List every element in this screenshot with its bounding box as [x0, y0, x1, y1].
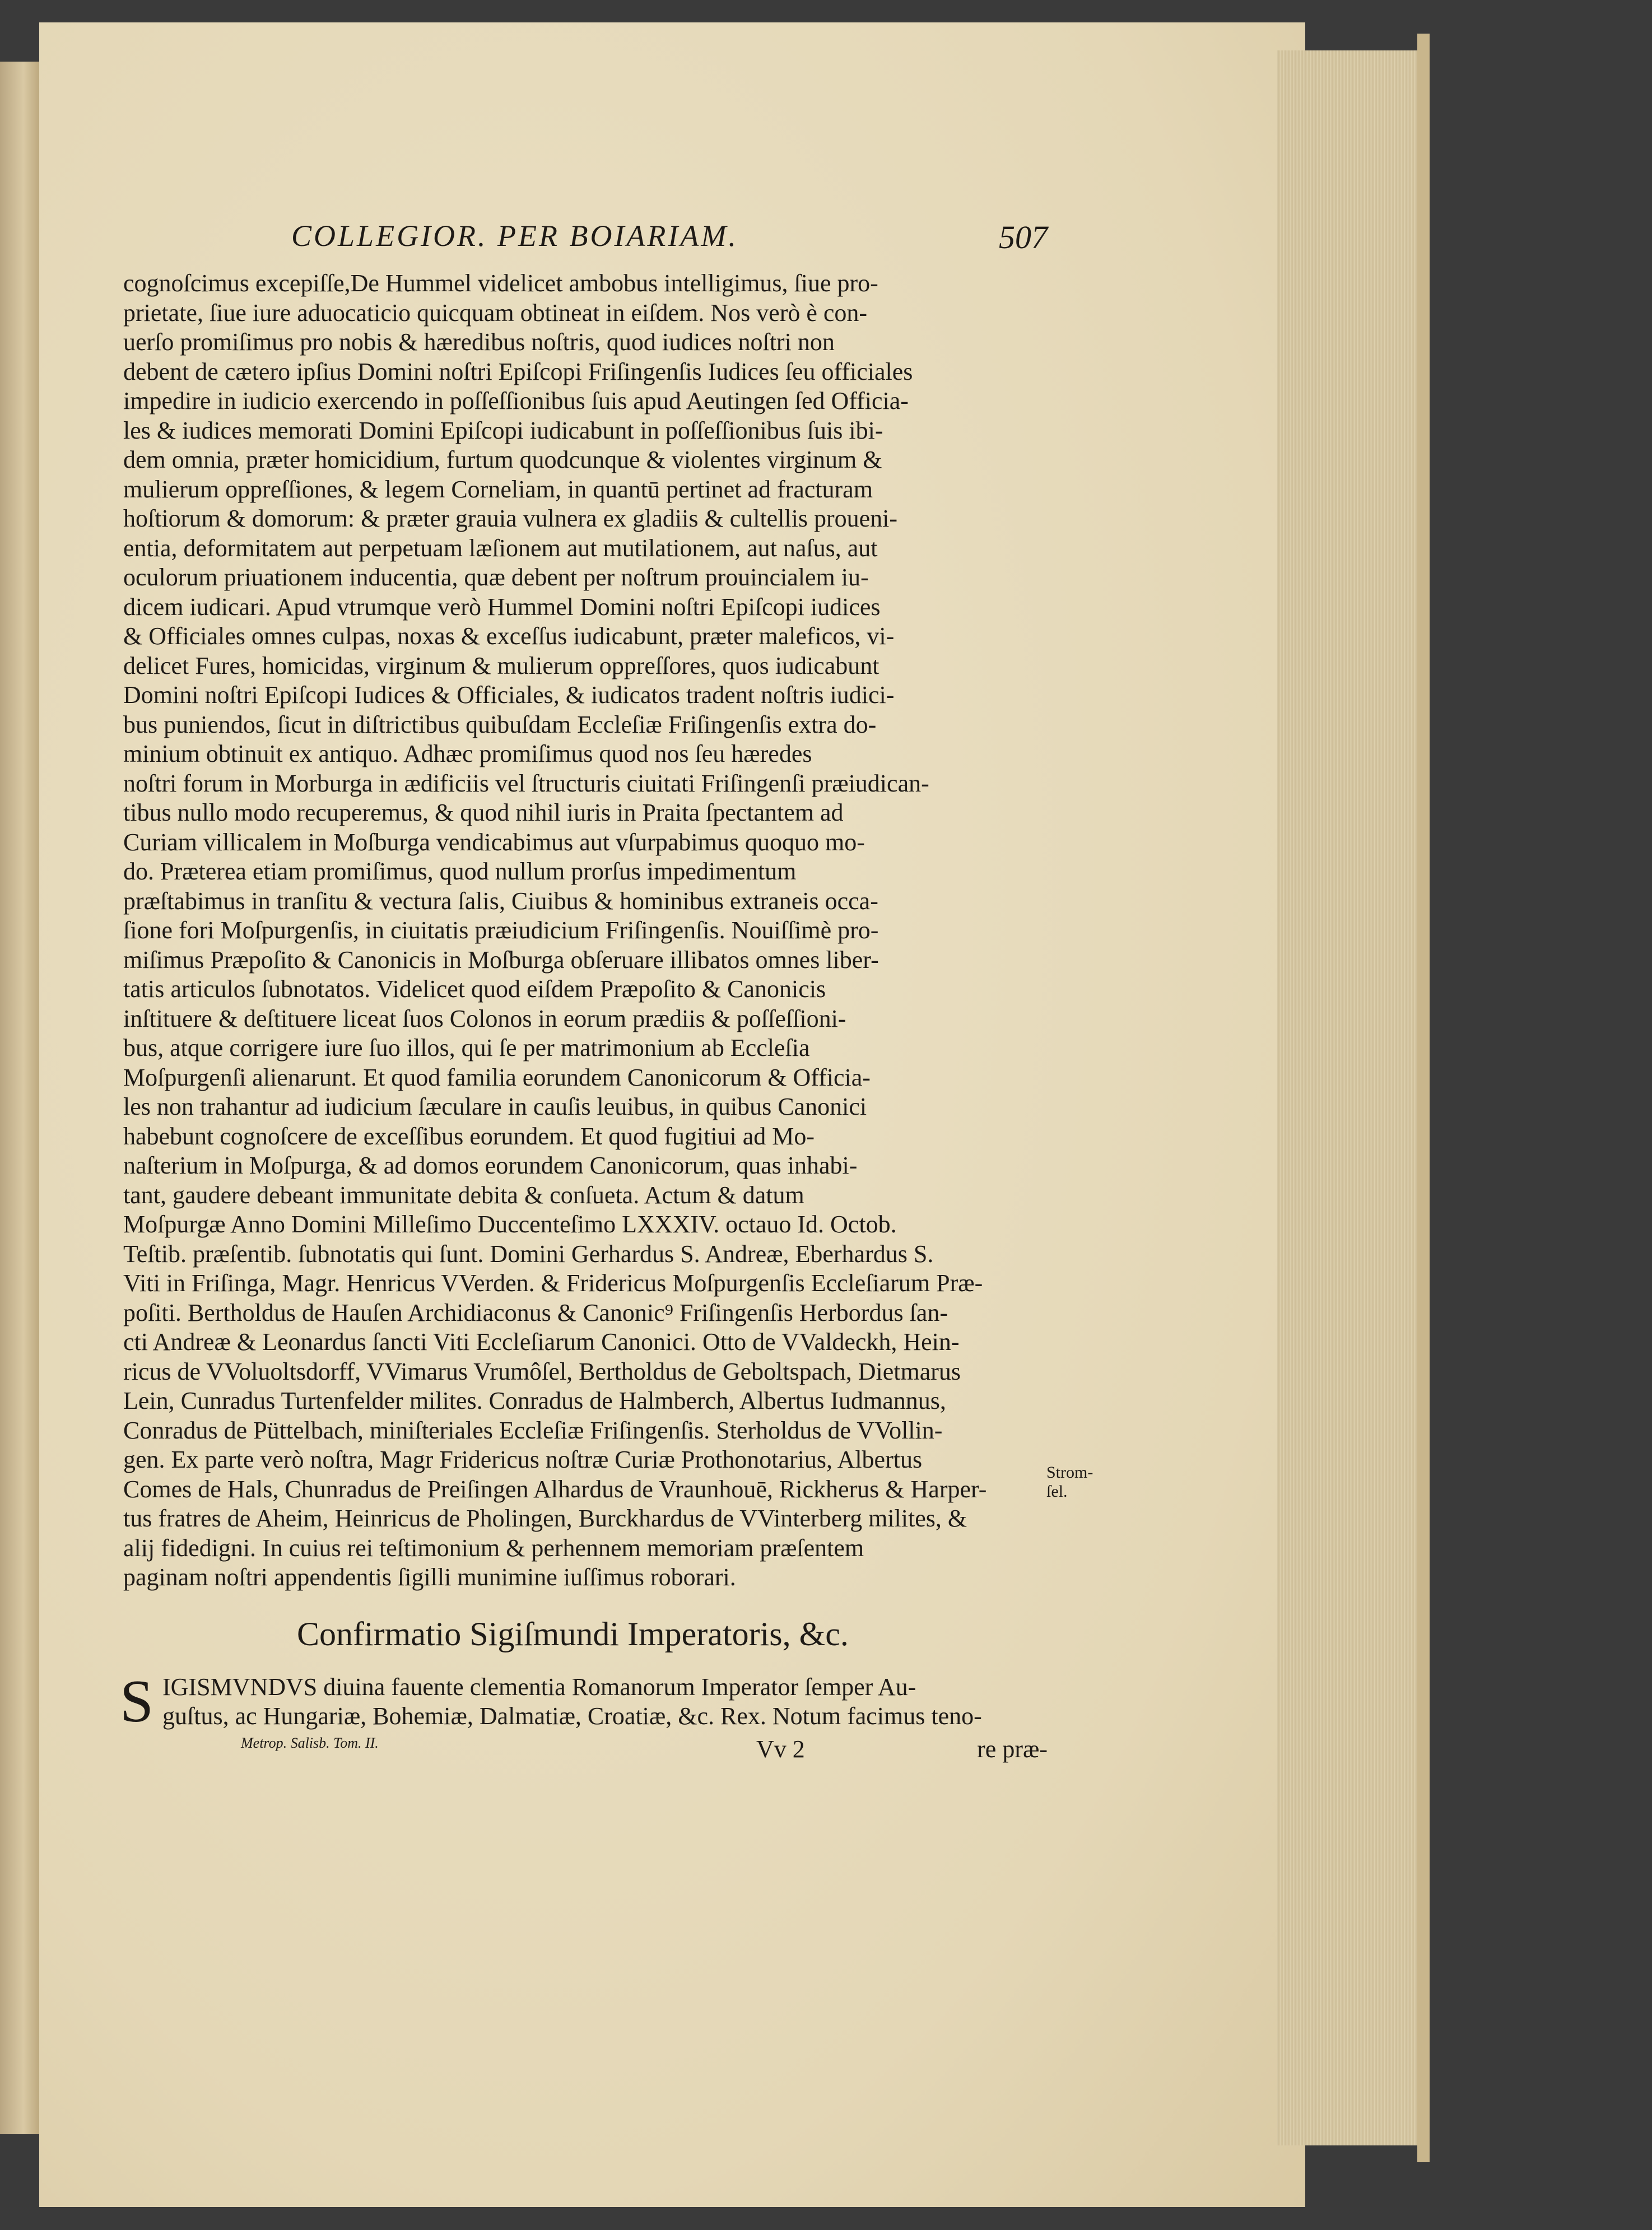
body-line: poſiti. Bertholdus de Hauſen Archidiaconus & Canonic⁹ Friſingenſis Herbordus ſan-	[123, 1298, 948, 1326]
facing-page-edge	[0, 62, 39, 2134]
body-line: prietate, ſiue iure aduocaticio quicquam obtineat in eiſdem. Nos verò è con-	[123, 299, 868, 327]
body-line: ſione fori Moſpurgenſis, in ciuitatis præiudicium Friſingenſis. Nouiſſimè pro-	[123, 916, 879, 944]
body-line: præſtabimus in tranſitu & vectura ſalis, Ciuibus & hominibus extraneis occa-	[123, 887, 878, 915]
body-line: mulierum oppreſſiones, & legem Corneliam, in quantū pertinet ad fracturam	[123, 475, 873, 503]
body-line: impedire in iudicio exercendo in poſſeſſionibus ſuis apud Aeutingen ſed Officia-	[123, 387, 909, 415]
page-fore-edge	[1277, 50, 1420, 2145]
page-text-block	[120, 218, 1048, 1768]
body-line: dem omnia, præter homicidium, furtum quodcunque & violentes virginum &	[123, 446, 882, 473]
body-line: Lein, Cunradus Turtenfelder milites. Conradus de Halmberch, Albertus Iudmannus,	[123, 1387, 946, 1414]
body-line: hoſtiorum & domorum: & præter grauia vulnera ex gladiis & cultellis proueni-	[123, 505, 898, 532]
body-line: dicem iudicari. Apud vtrumque verò Hummel Domini noſtri Epiſcopi iudices	[123, 593, 881, 621]
body-line: Teſtib. præſentib. ſubnotatis qui ſunt. Domini Gerhardus S. Andreæ, Eberhardus S.	[123, 1240, 934, 1268]
body-line: miſimus Præpoſito & Canonicis in Moſburga obſeruare illibatos omnes liber-	[123, 946, 879, 974]
book-cover-edge	[1417, 34, 1430, 2162]
body-line: minium obtinuit ex antiquo. Adhæc promiſimus quod nos ſeu hæredes	[123, 740, 812, 767]
body-line: debent de cætero ipſius Domini noſtri Epiſcopi Friſingenſis Iudices ſeu officiales	[123, 357, 913, 385]
body-text	[123, 269, 1048, 1593]
body-line: bus puniendos, ſicut in diſtrictibus quibuſdam Eccleſiæ Friſingenſis extra do-	[123, 710, 877, 738]
body-line: entia, deformitatem aut perpetuam læſionem aut mutilationem, aut naſus, aut	[123, 534, 878, 562]
catchword: re præ-	[977, 1735, 1048, 1763]
opening-line: IGISMVNDVS diuina fauente clementia Romanorum Imperator ſemper Au-	[162, 1673, 916, 1701]
body-line: noſtri forum in Morburga in ædificiis vel ſtructuris ciuitati Friſingenſi præiudican-	[123, 769, 929, 797]
marginal-note-line: ſel.	[1046, 1482, 1068, 1501]
body-line: Curiam villicalem in Moſburga vendicabimus aut vſurpabimus quoquo mo-	[123, 828, 865, 856]
body-line: gen. Ex parte verò noſtra, Magr Fridericus noſtræ Curiæ Prothonotarius, Albertus	[123, 1446, 923, 1473]
body-line: Moſpurgenſi alienarunt. Et quod familia eorundem Canonicorum & Officia-	[123, 1063, 871, 1091]
body-line: tibus nullo modo recuperemus, & quod nihil iuris in Praita ſpectantem ad	[123, 799, 844, 826]
body-line: alij fidedigni. In cuius rei teſtimonium & perhennem memoriam præſentem	[123, 1534, 864, 1562]
marginal-note	[1046, 1463, 1108, 1501]
body-line: cti Andreæ & Leonardus ſancti Viti Eccleſiarum Canonici. Otto de VValdeckh, Hein-	[123, 1328, 960, 1356]
body-line: naſterium in Moſpurga, & ad domos eorundem Canonicorum, quas inhabi-	[123, 1152, 858, 1179]
body-line: do. Præterea etiam promiſimus, quod nullum prorſus impedimentum	[123, 858, 797, 885]
body-line: paginam noſtri appendentis ſigilli munimine iuſſimus roborari.	[123, 1563, 736, 1591]
running-title: COLLEGIOR. PER BOIARIAM.	[291, 219, 738, 253]
body-line: cognoſcimus excepiſſe,De Hummel videlicet ambobus intelligimus, ſiue pro-	[123, 269, 878, 297]
body-line: inſtituere & deſtituere liceat ſuos Colonos in eorum prædiis & poſſeſſioni-	[123, 1004, 846, 1032]
marginal-note-line: Strom-	[1046, 1463, 1093, 1482]
body-line: oculorum priuationem inducentia, quæ debent per noſtrum prouincialem iu-	[123, 564, 869, 591]
page-number: 507	[999, 219, 1048, 255]
body-line: les non trahantur ad iudicium ſæculare in cauſis leuibus, in quibus Canonici	[123, 1093, 867, 1120]
signature-mark: Metrop. Salisb. Tom. II.	[241, 1734, 379, 1751]
body-line: Conradus de Püttelbach, miniſteriales Eccleſiæ Friſingenſis. Sterholdus de VVollin-	[123, 1416, 943, 1444]
drop-initial: S	[120, 1668, 154, 1735]
body-line: Viti in Friſinga, Magr. Henricus VVerden. & Fridericus Moſpurgenſis Eccleſiarum Præ-	[123, 1269, 983, 1297]
body-line: tatis articulos ſubnotatos. Videlicet quod eiſdem Præpoſito & Canonicis	[123, 975, 826, 1003]
body-line: Domini noſtri Epiſcopi Iudices & Officiales, & iudicatos tradent noſtris iudici-	[123, 681, 895, 709]
running-head	[123, 218, 1048, 269]
body-line: tant, gaudere debeant immunitate debita & conſueta. Actum & datum	[123, 1181, 804, 1209]
section-heading: Confirmatio Sigiſmundi Imperatoris, &c.	[297, 1615, 849, 1652]
body-line: Comes de Hals, Chunradus de Preiſingen Alhardus de Vraunhouē, Rickherus & Harper-	[123, 1475, 987, 1503]
body-line: uerſo promiſimus pro nobis & hæredibus noſtris, quod iudices noſtri non	[123, 328, 835, 356]
opening-line: guſtus, ac Hungariæ, Bohemiæ, Dalmatiæ, Croatiæ, &c. Rex. Notum facimus teno-	[162, 1702, 982, 1730]
body-line: habebunt cognoſcere de exceſſibus eorundem. Et quod fugitiui ad Mo-	[123, 1122, 815, 1150]
body-line: les & iudices memorati Domini Epiſcopi iudicabunt in poſſeſſionibus ſuis ibi-	[123, 416, 883, 444]
body-line: & Officiales omnes culpas, noxas & exceſſus iudicabunt, præter maleficos, vi-	[123, 622, 895, 650]
body-line: ricus de VVoluoltsdorff, VVimarus Vrumôſel, Bertholdus de Geboltspach, Dietmarus	[123, 1357, 961, 1385]
body-line: tus fratres de Aheim, Heinricus de Pholingen, Burckhardus de VVinterberg milites, &	[123, 1505, 967, 1532]
signature-letter: Vv 2	[756, 1735, 805, 1763]
body-line: bus, atque corrigere iure ſuo illos, qui ſe per matrimonium ab Eccleſia	[123, 1034, 810, 1062]
body-line: delicet Fures, homicidas, virginum & mulierum oppreſſores, quos iudicabunt	[123, 651, 879, 679]
body-line: Moſpurgæ Anno Domini Milleſimo Duccenteſimo LXXXIV. octauo Id. Octob.	[123, 1211, 897, 1238]
page-footer	[123, 1735, 1048, 1768]
opening-paragraph	[120, 1668, 1048, 1735]
